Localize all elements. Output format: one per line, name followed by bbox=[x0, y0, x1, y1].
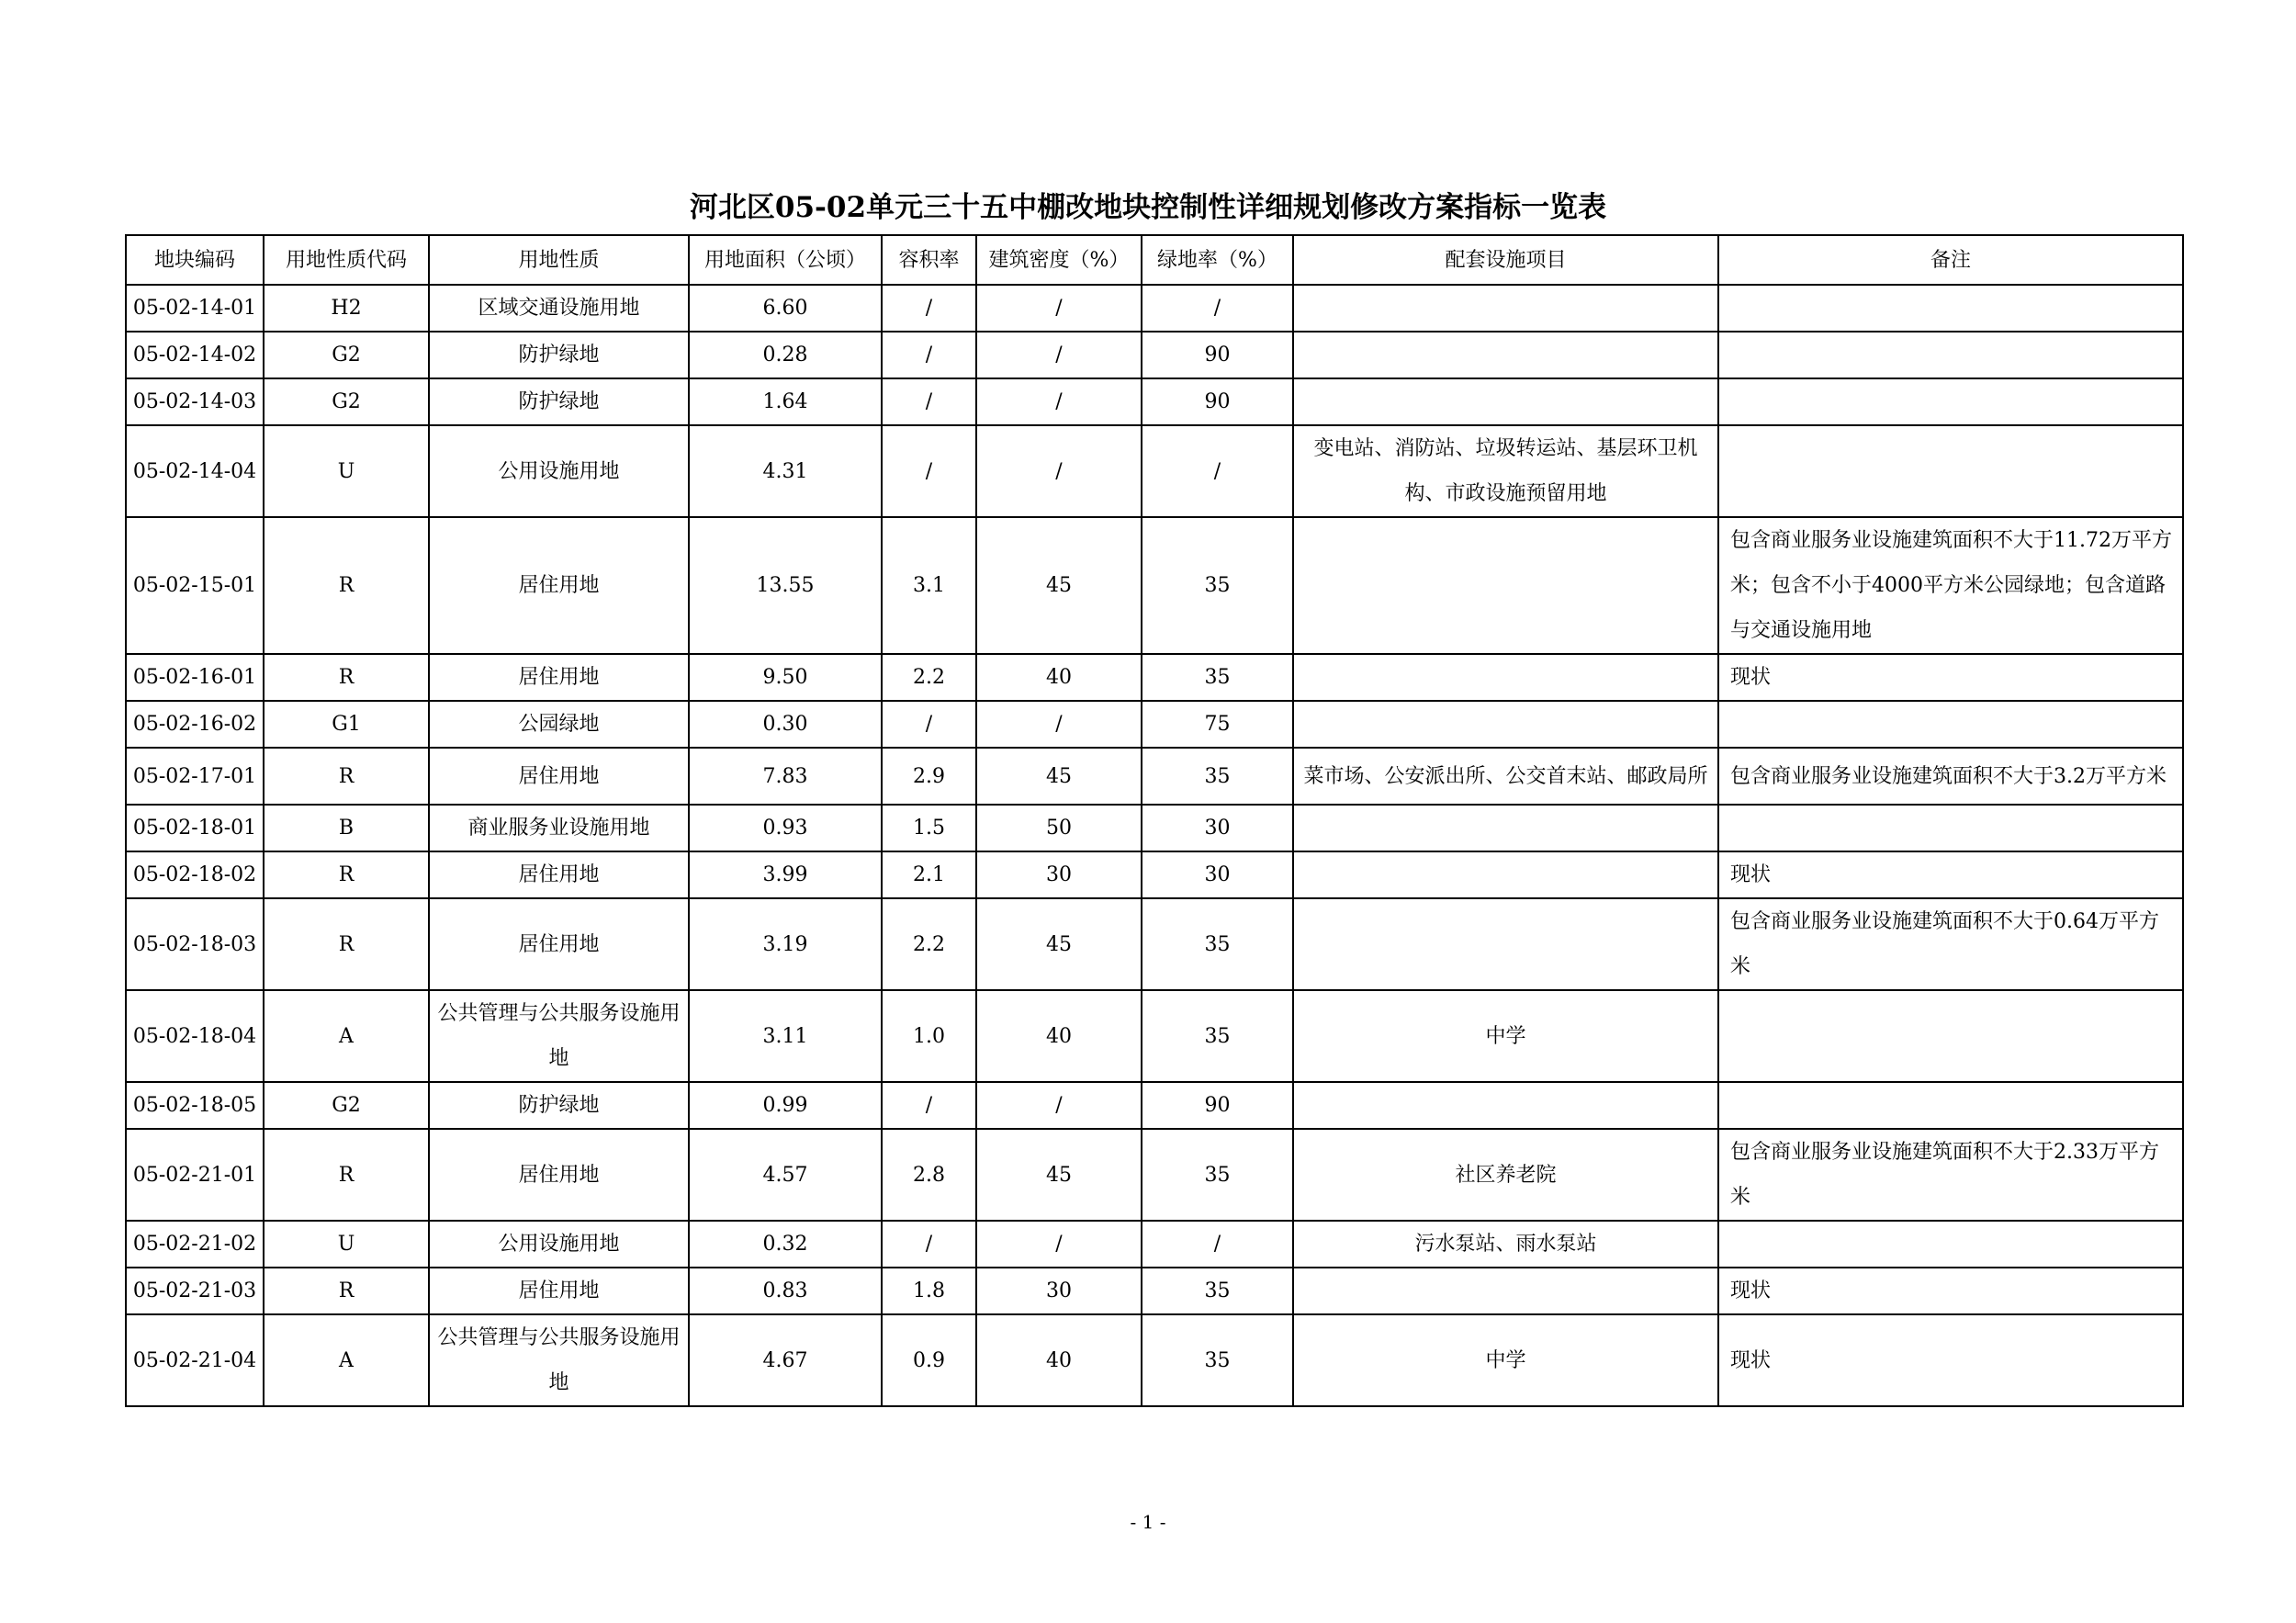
table-row bbox=[126, 425, 2183, 517]
table-row bbox=[126, 517, 2183, 654]
floor-area-ratio-cell: 1.8 bbox=[882, 1268, 976, 1314]
header-plot-code: 地块编码 bbox=[126, 235, 264, 285]
land-use-code-cell: R bbox=[264, 1268, 429, 1314]
floor-area-ratio-cell: / bbox=[882, 378, 976, 425]
facilities-cell bbox=[1293, 285, 1718, 332]
header-land-use-type: 用地性质 bbox=[429, 235, 689, 285]
table-row bbox=[126, 654, 2183, 701]
land-area-cell: 0.32 bbox=[689, 1221, 882, 1268]
header-land-area: 用地面积（公顷） bbox=[689, 235, 882, 285]
plot-code-cell: 05-02-18-04 bbox=[126, 990, 264, 1082]
green-ratio-cell: 75 bbox=[1142, 701, 1293, 748]
facilities-cell bbox=[1293, 1268, 1718, 1314]
plot-code-cell: 05-02-21-02 bbox=[126, 1221, 264, 1268]
remarks-cell bbox=[1718, 990, 2183, 1082]
land-area-cell: 0.99 bbox=[689, 1082, 882, 1129]
table-row bbox=[126, 898, 2183, 990]
land-area-cell: 0.30 bbox=[689, 701, 882, 748]
floor-area-ratio-cell: 2.1 bbox=[882, 851, 976, 898]
land-use-type-cell: 居住用地 bbox=[429, 1129, 689, 1221]
land-use-code-cell: G2 bbox=[264, 1082, 429, 1129]
land-use-code-cell: R bbox=[264, 851, 429, 898]
land-use-code-cell: B bbox=[264, 805, 429, 851]
land-use-type-cell: 居住用地 bbox=[429, 748, 689, 805]
building-density-cell: / bbox=[976, 1221, 1142, 1268]
document-title: 河北区05-02单元三十五中棚改地块控制性详细规划修改方案指标一览表 bbox=[689, 191, 1607, 224]
floor-area-ratio-cell: 3.1 bbox=[882, 517, 976, 654]
plot-code-cell: 05-02-16-02 bbox=[126, 701, 264, 748]
land-area-cell: 3.19 bbox=[689, 898, 882, 990]
table-row bbox=[126, 748, 2183, 805]
table-row bbox=[126, 1221, 2183, 1268]
floor-area-ratio-cell: / bbox=[882, 332, 976, 378]
building-density-cell: 30 bbox=[976, 1268, 1142, 1314]
floor-area-ratio-cell: / bbox=[882, 425, 976, 517]
building-density-cell: 30 bbox=[976, 851, 1142, 898]
floor-area-ratio-cell: 1.0 bbox=[882, 990, 976, 1082]
land-area-cell: 4.67 bbox=[689, 1314, 882, 1406]
green-ratio-cell: 35 bbox=[1142, 990, 1293, 1082]
land-use-code-cell: R bbox=[264, 898, 429, 990]
facilities-cell bbox=[1293, 378, 1718, 425]
land-use-type-cell: 居住用地 bbox=[429, 851, 689, 898]
land-use-type-cell: 居住用地 bbox=[429, 517, 689, 654]
facilities-cell bbox=[1293, 517, 1718, 654]
building-density-cell: / bbox=[976, 332, 1142, 378]
table-row bbox=[126, 1082, 2183, 1129]
green-ratio-cell: 35 bbox=[1142, 748, 1293, 805]
green-ratio-cell: 90 bbox=[1142, 378, 1293, 425]
land-use-type-cell: 公用设施用地 bbox=[429, 425, 689, 517]
land-use-code-cell: A bbox=[264, 990, 429, 1082]
land-use-code-cell: U bbox=[264, 1221, 429, 1268]
land-area-cell: 0.93 bbox=[689, 805, 882, 851]
land-use-code-cell: R bbox=[264, 1129, 429, 1221]
land-use-type-cell: 公共管理与公共服务设施用地 bbox=[429, 990, 689, 1082]
remarks-cell: 包含商业服务业设施建筑面积不大于0.64万平方米 bbox=[1718, 898, 2183, 990]
remarks-cell: 包含商业服务业设施建筑面积不大于11.72万平方米；包含不小于4000平方米公园绿地；包含道路与交通设施用地 bbox=[1718, 517, 2183, 654]
table-row bbox=[126, 805, 2183, 851]
building-density-cell: 40 bbox=[976, 990, 1142, 1082]
land-use-type-cell: 居住用地 bbox=[429, 654, 689, 701]
building-density-cell: 45 bbox=[976, 898, 1142, 990]
floor-area-ratio-cell: 2.9 bbox=[882, 748, 976, 805]
land-use-type-cell: 区域交通设施用地 bbox=[429, 285, 689, 332]
building-density-cell: / bbox=[976, 425, 1142, 517]
land-use-code-cell: A bbox=[264, 1314, 429, 1406]
land-area-cell: 3.99 bbox=[689, 851, 882, 898]
green-ratio-cell: 35 bbox=[1142, 1129, 1293, 1221]
land-area-cell: 4.57 bbox=[689, 1129, 882, 1221]
floor-area-ratio-cell: / bbox=[882, 1221, 976, 1268]
remarks-cell bbox=[1718, 701, 2183, 748]
page-number: - 1 - bbox=[1130, 1511, 1166, 1533]
land-use-type-cell: 居住用地 bbox=[429, 1268, 689, 1314]
remarks-cell bbox=[1718, 378, 2183, 425]
land-area-cell: 0.28 bbox=[689, 332, 882, 378]
plot-code-cell: 05-02-14-04 bbox=[126, 425, 264, 517]
facilities-cell bbox=[1293, 851, 1718, 898]
indicator-table bbox=[125, 234, 2184, 1407]
green-ratio-cell: 35 bbox=[1142, 1314, 1293, 1406]
facilities-cell bbox=[1293, 701, 1718, 748]
land-use-code-cell: R bbox=[264, 748, 429, 805]
plot-code-cell: 05-02-21-03 bbox=[126, 1268, 264, 1314]
land-area-cell: 6.60 bbox=[689, 285, 882, 332]
land-area-cell: 9.50 bbox=[689, 654, 882, 701]
land-area-cell: 1.64 bbox=[689, 378, 882, 425]
remarks-cell bbox=[1718, 285, 2183, 332]
land-use-type-cell: 商业服务业设施用地 bbox=[429, 805, 689, 851]
land-use-code-cell: G1 bbox=[264, 701, 429, 748]
plot-code-cell: 05-02-17-01 bbox=[126, 748, 264, 805]
green-ratio-cell: 35 bbox=[1142, 1268, 1293, 1314]
floor-area-ratio-cell: / bbox=[882, 701, 976, 748]
header-building-density: 建筑密度（%） bbox=[976, 235, 1142, 285]
remarks-cell: 包含商业服务业设施建筑面积不大于2.33万平方米 bbox=[1718, 1129, 2183, 1221]
land-use-type-cell: 公共管理与公共服务设施用地 bbox=[429, 1314, 689, 1406]
green-ratio-cell: / bbox=[1142, 425, 1293, 517]
plot-code-cell: 05-02-14-01 bbox=[126, 285, 264, 332]
green-ratio-cell: 35 bbox=[1142, 898, 1293, 990]
green-ratio-cell: 30 bbox=[1142, 805, 1293, 851]
floor-area-ratio-cell: 0.9 bbox=[882, 1314, 976, 1406]
table-row bbox=[126, 1268, 2183, 1314]
plot-code-cell: 05-02-21-01 bbox=[126, 1129, 264, 1221]
remarks-cell bbox=[1718, 805, 2183, 851]
table-row bbox=[126, 990, 2183, 1082]
plot-code-cell: 05-02-15-01 bbox=[126, 517, 264, 654]
remarks-cell: 包含商业服务业设施建筑面积不大于3.2万平方米 bbox=[1718, 748, 2183, 805]
building-density-cell: 40 bbox=[976, 1314, 1142, 1406]
header-remarks: 备注 bbox=[1718, 235, 2183, 285]
plot-code-cell: 05-02-18-05 bbox=[126, 1082, 264, 1129]
building-density-cell: 50 bbox=[976, 805, 1142, 851]
land-area-cell: 0.83 bbox=[689, 1268, 882, 1314]
facilities-cell bbox=[1293, 1082, 1718, 1129]
land-use-type-cell: 公用设施用地 bbox=[429, 1221, 689, 1268]
building-density-cell: / bbox=[976, 1082, 1142, 1129]
floor-area-ratio-cell: / bbox=[882, 285, 976, 332]
header-facilities: 配套设施项目 bbox=[1293, 235, 1718, 285]
building-density-cell: / bbox=[976, 285, 1142, 332]
green-ratio-cell: 35 bbox=[1142, 654, 1293, 701]
table-row bbox=[126, 285, 2183, 332]
table-row bbox=[126, 332, 2183, 378]
building-density-cell: 40 bbox=[976, 654, 1142, 701]
land-use-code-cell: H2 bbox=[264, 285, 429, 332]
table-row bbox=[126, 851, 2183, 898]
floor-area-ratio-cell: 2.2 bbox=[882, 654, 976, 701]
building-density-cell: 45 bbox=[976, 748, 1142, 805]
land-use-code-cell: R bbox=[264, 517, 429, 654]
facilities-cell: 菜市场、公安派出所、公交首末站、邮政局所 bbox=[1293, 748, 1718, 805]
green-ratio-cell: 90 bbox=[1142, 332, 1293, 378]
land-area-cell: 7.83 bbox=[689, 748, 882, 805]
remarks-cell: 现状 bbox=[1718, 851, 2183, 898]
plot-code-cell: 05-02-14-02 bbox=[126, 332, 264, 378]
facilities-cell: 中学 bbox=[1293, 990, 1718, 1082]
header-green-ratio: 绿地率（%） bbox=[1142, 235, 1293, 285]
land-use-type-cell: 防护绿地 bbox=[429, 332, 689, 378]
table-row bbox=[126, 701, 2183, 748]
land-use-type-cell: 防护绿地 bbox=[429, 378, 689, 425]
building-density-cell: / bbox=[976, 701, 1142, 748]
floor-area-ratio-cell: / bbox=[882, 1082, 976, 1129]
remarks-cell: 现状 bbox=[1718, 1268, 2183, 1314]
facilities-cell bbox=[1293, 332, 1718, 378]
plot-code-cell: 05-02-18-01 bbox=[126, 805, 264, 851]
land-use-type-cell: 居住用地 bbox=[429, 898, 689, 990]
plot-code-cell: 05-02-18-02 bbox=[126, 851, 264, 898]
green-ratio-cell: 35 bbox=[1142, 517, 1293, 654]
header-land-use-code: 用地性质代码 bbox=[264, 235, 429, 285]
green-ratio-cell: 30 bbox=[1142, 851, 1293, 898]
plot-code-cell: 05-02-14-03 bbox=[126, 378, 264, 425]
building-density-cell: / bbox=[976, 378, 1142, 425]
facilities-cell bbox=[1293, 654, 1718, 701]
green-ratio-cell: 90 bbox=[1142, 1082, 1293, 1129]
green-ratio-cell: / bbox=[1142, 1221, 1293, 1268]
land-use-code-cell: R bbox=[264, 654, 429, 701]
floor-area-ratio-cell: 2.2 bbox=[882, 898, 976, 990]
header-floor-area-ratio: 容积率 bbox=[882, 235, 976, 285]
building-density-cell: 45 bbox=[976, 1129, 1142, 1221]
remarks-cell bbox=[1718, 332, 2183, 378]
land-use-code-cell: U bbox=[264, 425, 429, 517]
land-area-cell: 4.31 bbox=[689, 425, 882, 517]
building-density-cell: 45 bbox=[976, 517, 1142, 654]
table-row bbox=[126, 1129, 2183, 1221]
facilities-cell: 中学 bbox=[1293, 1314, 1718, 1406]
land-use-type-cell: 公园绿地 bbox=[429, 701, 689, 748]
land-use-type-cell: 防护绿地 bbox=[429, 1082, 689, 1129]
green-ratio-cell: / bbox=[1142, 285, 1293, 332]
remarks-cell bbox=[1718, 1082, 2183, 1129]
table-row bbox=[126, 378, 2183, 425]
land-use-code-cell: G2 bbox=[264, 378, 429, 425]
facilities-cell bbox=[1293, 805, 1718, 851]
plot-code-cell: 05-02-16-01 bbox=[126, 654, 264, 701]
facilities-cell: 污水泵站、雨水泵站 bbox=[1293, 1221, 1718, 1268]
plot-code-cell: 05-02-21-04 bbox=[126, 1314, 264, 1406]
land-area-cell: 13.55 bbox=[689, 517, 882, 654]
facilities-cell bbox=[1293, 898, 1718, 990]
land-use-code-cell: G2 bbox=[264, 332, 429, 378]
floor-area-ratio-cell: 1.5 bbox=[882, 805, 976, 851]
floor-area-ratio-cell: 2.8 bbox=[882, 1129, 976, 1221]
remarks-cell: 现状 bbox=[1718, 1314, 2183, 1406]
land-area-cell: 3.11 bbox=[689, 990, 882, 1082]
remarks-cell bbox=[1718, 1221, 2183, 1268]
facilities-cell: 变电站、消防站、垃圾转运站、基层环卫机构、市政设施预留用地 bbox=[1293, 425, 1718, 517]
table-row bbox=[126, 1314, 2183, 1406]
table-header-row bbox=[126, 235, 2183, 285]
remarks-cell: 现状 bbox=[1718, 654, 2183, 701]
plot-code-cell: 05-02-18-03 bbox=[126, 898, 264, 990]
remarks-cell bbox=[1718, 425, 2183, 517]
facilities-cell: 社区养老院 bbox=[1293, 1129, 1718, 1221]
